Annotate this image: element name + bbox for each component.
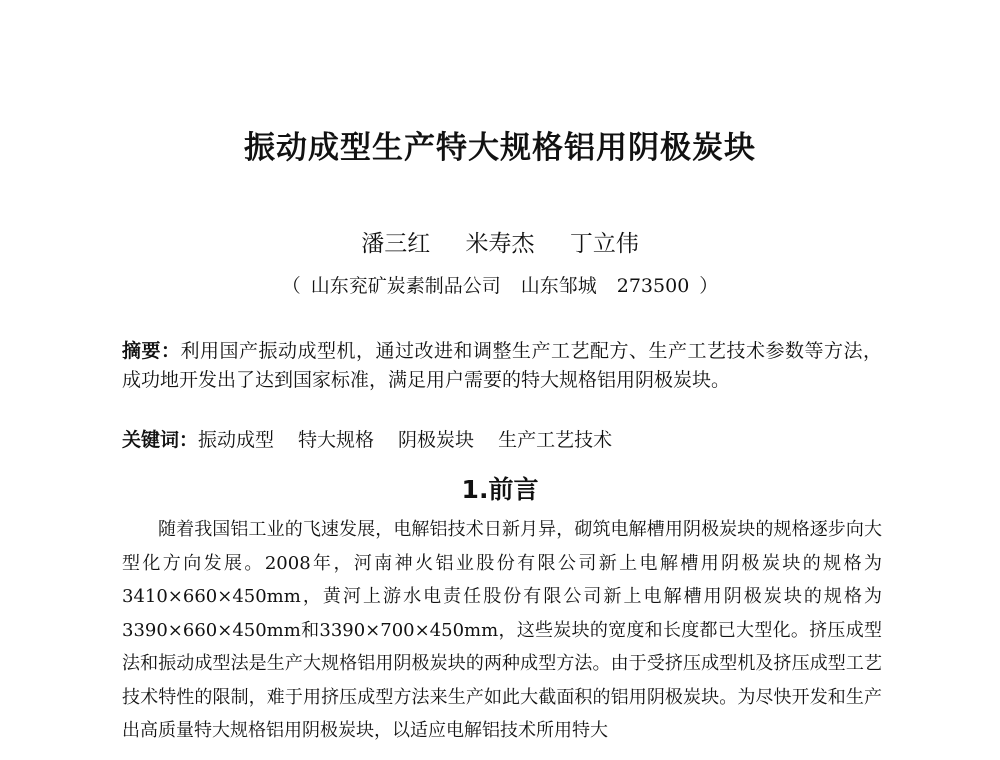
body-text — [122, 513, 882, 748]
paper-title: 振动成型生产特大规格铝用阴极炭块 — [244, 130, 756, 166]
affiliation-close-paren: ） — [699, 275, 719, 297]
affiliation — [0, 271, 1000, 298]
body-paragraph: 随着我国铝工业的飞速发展，电解铝技术日新月异，砌筑电解槽用阴极炭块的规格逐步向大型化方向发展。2008年，河南神火铝业股份有限公司新上电解槽用阴极炭块的规格为3410×660×450mm，黄河上游水电责任股份有限公司新上电解槽用阴极炭块的规格为3390×660×450mm和3390×700×450mm，这些炭块的宽度和长度都已大型化。挤压成型法和振动成型法是生产大规格铝用阴极炭块的两种成型方法。由于受挤压成型机及挤压成型工艺技术特性的限制，难于用挤压成型方法来生产如此大截面积的铝用阴极炭块。为尽快开发和生产出高质量特大规格铝用阴极炭块，以适应电解铝技术所用特大 — [122, 519, 882, 741]
affiliation-org: 山东兖矿炭素制品公司 — [310, 275, 501, 297]
author-name: 米寿杰 — [465, 231, 535, 257]
affiliation-postcode: 273500 — [616, 275, 690, 297]
keyword: 阴极炭块 — [398, 429, 475, 451]
keywords — [122, 426, 882, 455]
keyword: 生产工艺技术 — [498, 429, 613, 451]
section-heading: 1.前言 — [461, 475, 539, 504]
affiliation-city: 山东邹城 — [520, 275, 597, 297]
author-name: 丁立伟 — [569, 231, 639, 257]
affiliation-open-paren: （ — [281, 275, 301, 297]
abstract — [122, 337, 882, 395]
keywords-label: 关键词： — [122, 429, 199, 451]
abstract-label: 摘要： — [122, 340, 181, 362]
author-name: 潘三红 — [361, 231, 431, 257]
keyword: 特大规格 — [298, 429, 375, 451]
abstract-text: 利用国产振动成型机，通过改进和调整生产工艺配方、生产工艺技术参数等方法，成功地开发出了达到国家标准，满足用户需要的特大规格铝用阴极炭块。 — [122, 340, 882, 391]
keyword: 振动成型 — [198, 429, 275, 451]
author-list — [0, 225, 1000, 258]
